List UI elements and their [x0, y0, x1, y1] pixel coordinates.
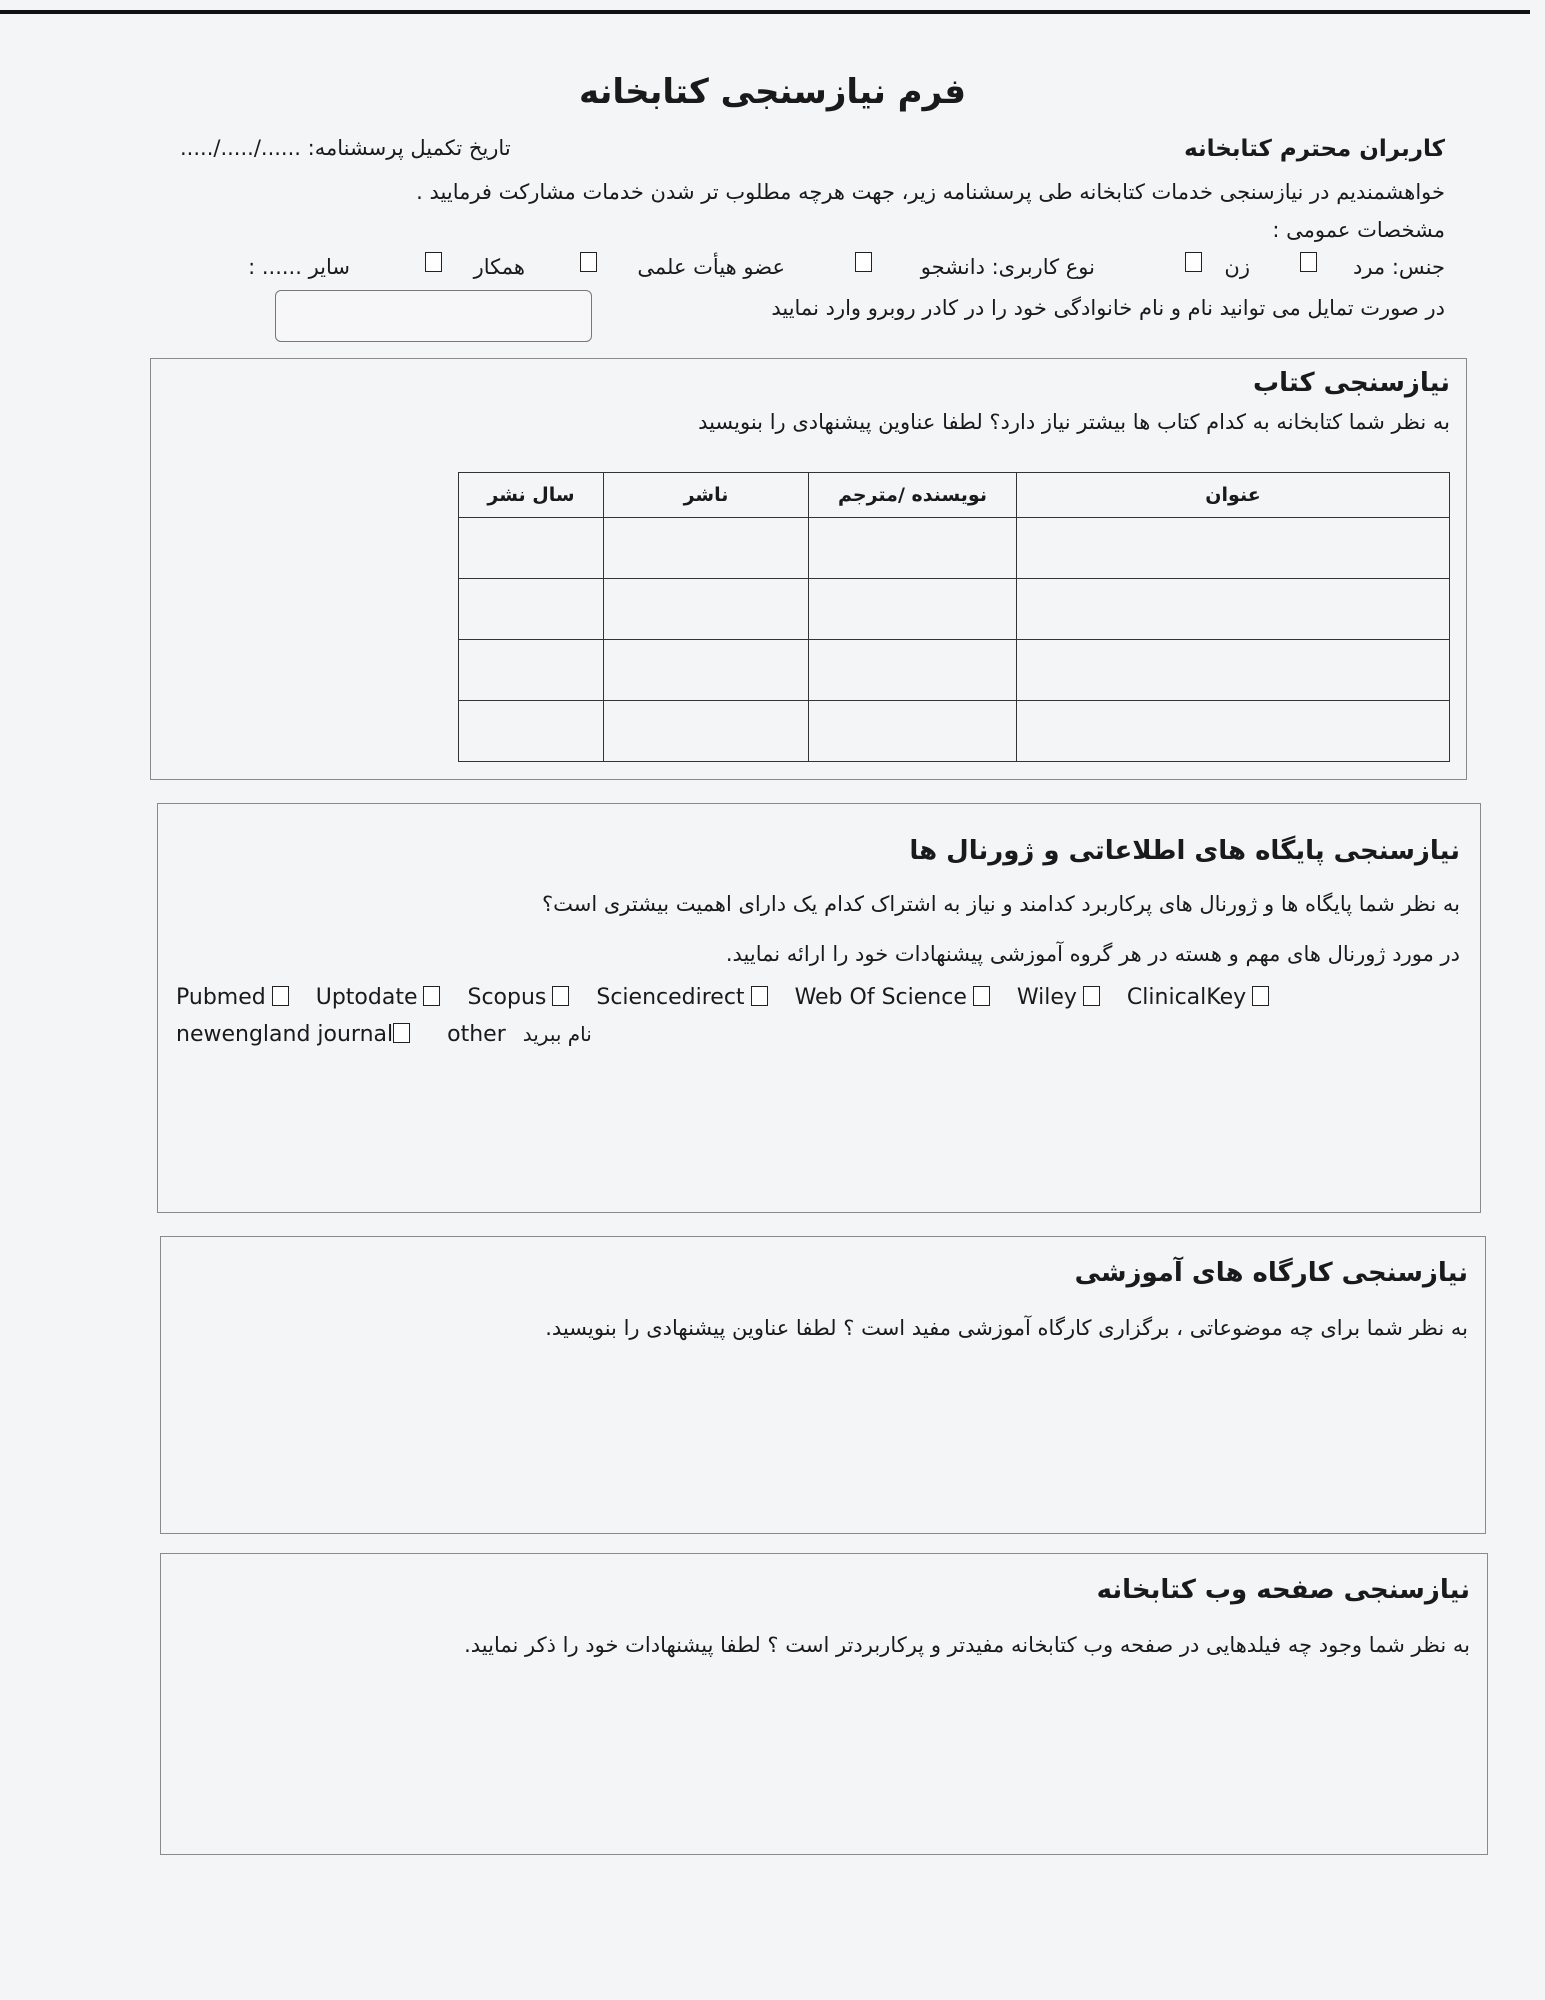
option-other-hint: نام ببرید [522, 1022, 592, 1046]
option-nejm-label: newengland journal [176, 1022, 394, 1047]
table-cell[interactable] [1017, 701, 1450, 762]
table-cell[interactable] [809, 518, 1017, 579]
sciencedirect-checkbox[interactable] [751, 986, 768, 1006]
table-cell[interactable] [459, 640, 604, 701]
general-info-label: مشخصات عمومی : [1272, 218, 1445, 242]
option-scopus [467, 985, 569, 1010]
books-question: به نظر شما کتابخانه به کدام کتاب ها بیشتر نیاز دارد؟ لطفا عناوین پیشنهادی را بنویسید [698, 410, 1450, 434]
table-cell[interactable] [604, 640, 809, 701]
books-table-header [459, 473, 1450, 518]
option-label: Scopus [467, 985, 547, 1010]
website-question: به نظر شما وجود چه فیلدهایی در صفحه وب کتابخانه مفیدتر و پرکاربردتر است ؟ لطفا پیشنهادات خود را ذکر نمایید. [464, 1633, 1470, 1657]
option-web-of-science [795, 985, 990, 1010]
top-border-line [0, 10, 1530, 14]
column-header-year: سال نشر [459, 473, 604, 518]
databases-section-title: نیازسنجی پایگاه های اطلاعاتی و ژورنال ها [909, 836, 1460, 866]
table-cell[interactable] [1017, 518, 1450, 579]
uptodate-checkbox[interactable] [423, 986, 440, 1006]
databases-question-2: در مورد ژورنال های مهم و هسته در هر گروه آموزشی پیشنهادات خود را ارائه نمایید. [725, 942, 1460, 966]
option-uptodate [316, 985, 441, 1010]
name-prompt: در صورت تمایل می توانید نام و نام خانوادگی خود را در کادر روبرو وارد نمایید [771, 296, 1445, 320]
option-wiley [1017, 985, 1100, 1010]
table-cell[interactable] [459, 518, 604, 579]
male-checkbox[interactable] [1300, 252, 1317, 272]
wiley-checkbox[interactable] [1083, 986, 1100, 1006]
option-other-label: other [447, 1022, 506, 1047]
pubmed-checkbox[interactable] [272, 986, 289, 1006]
other-user-type-label: سایر ...... : [248, 255, 350, 279]
gender-female-label: زن [1224, 255, 1250, 279]
database-options-row-1 [176, 985, 1289, 1010]
table-row [459, 518, 1450, 579]
table-cell[interactable] [459, 579, 604, 640]
table-row [459, 640, 1450, 701]
table-cell[interactable] [1017, 640, 1450, 701]
option-label: Pubmed [176, 985, 266, 1010]
table-cell[interactable] [1017, 579, 1450, 640]
option-label: Web Of Science [794, 985, 967, 1010]
table-cell[interactable] [809, 701, 1017, 762]
option-sciencedirect [596, 985, 767, 1010]
table-row [459, 579, 1450, 640]
nejm-checkbox[interactable] [393, 1023, 410, 1043]
option-label: Sciencedirect [596, 985, 745, 1010]
name-input-box[interactable] [275, 290, 592, 342]
workshops-section-title: نیازسنجی کارگاه های آموزشی [1074, 1258, 1468, 1288]
table-cell[interactable] [809, 640, 1017, 701]
table-cell[interactable] [809, 579, 1017, 640]
faculty-label: عضو هیأت علمی [637, 255, 785, 279]
workshops-question: به نظر شما برای چه موضوعاتی ، برگزاری کارگاه آموزشی مفید است ؟ لطفا عناوین پیشنهادی را بنویسید. [545, 1316, 1468, 1340]
completion-date: تاریخ تکمیل پرسشنامه: ....../...../..... [180, 136, 511, 160]
option-label: Wiley [1016, 985, 1077, 1010]
staff-checkbox[interactable] [425, 252, 442, 272]
gender-male-label: جنس: مرد [1352, 255, 1445, 279]
books-section-title: نیازسنجی کتاب [1252, 368, 1450, 398]
web-of-science-checkbox[interactable] [973, 986, 990, 1006]
table-cell[interactable] [459, 701, 604, 762]
column-header-publisher: ناشر [604, 473, 809, 518]
greeting: کاربران محترم کتابخانه [1184, 136, 1445, 162]
intro-text: خواهشمندیم در نیازسنجی خدمات کتابخانه طی پرسشنامه زیر، جهت هرچه مطلوب تر شدن خدمات مشارکت فرمایید . [416, 180, 1445, 204]
table-row [459, 701, 1450, 762]
option-clinicalkey [1127, 985, 1269, 1010]
databases-question-1: به نظر شما پایگاه ها و ژورنال های پرکاربرد کدامند و نیاز به اشتراک کدام یک دارای اهمیت بیشتری است؟ [541, 892, 1460, 916]
staff-label: همکار [473, 255, 525, 279]
faculty-checkbox[interactable] [580, 252, 597, 272]
column-header-title: عنوان [1017, 473, 1450, 518]
column-header-author: نویسنده /مترجم [809, 473, 1017, 518]
database-options-row-2 [176, 1022, 592, 1047]
scopus-checkbox[interactable] [552, 986, 569, 1006]
form-title: فرم نیازسنجی کتابخانه [578, 72, 967, 112]
clinicalkey-checkbox[interactable] [1252, 986, 1269, 1006]
student-checkbox[interactable] [855, 252, 872, 272]
books-table [458, 472, 1450, 762]
option-label: Uptodate [315, 985, 418, 1010]
table-cell[interactable] [604, 518, 809, 579]
website-section-title: نیازسنجی صفحه وب کتابخانه [1096, 1575, 1470, 1605]
female-checkbox[interactable] [1185, 252, 1202, 272]
option-label: ClinicalKey [1126, 985, 1247, 1010]
user-type-student-label: نوع کاربری: دانشجو [920, 255, 1095, 279]
option-pubmed [176, 985, 289, 1010]
table-cell[interactable] [604, 701, 809, 762]
table-cell[interactable] [604, 579, 809, 640]
